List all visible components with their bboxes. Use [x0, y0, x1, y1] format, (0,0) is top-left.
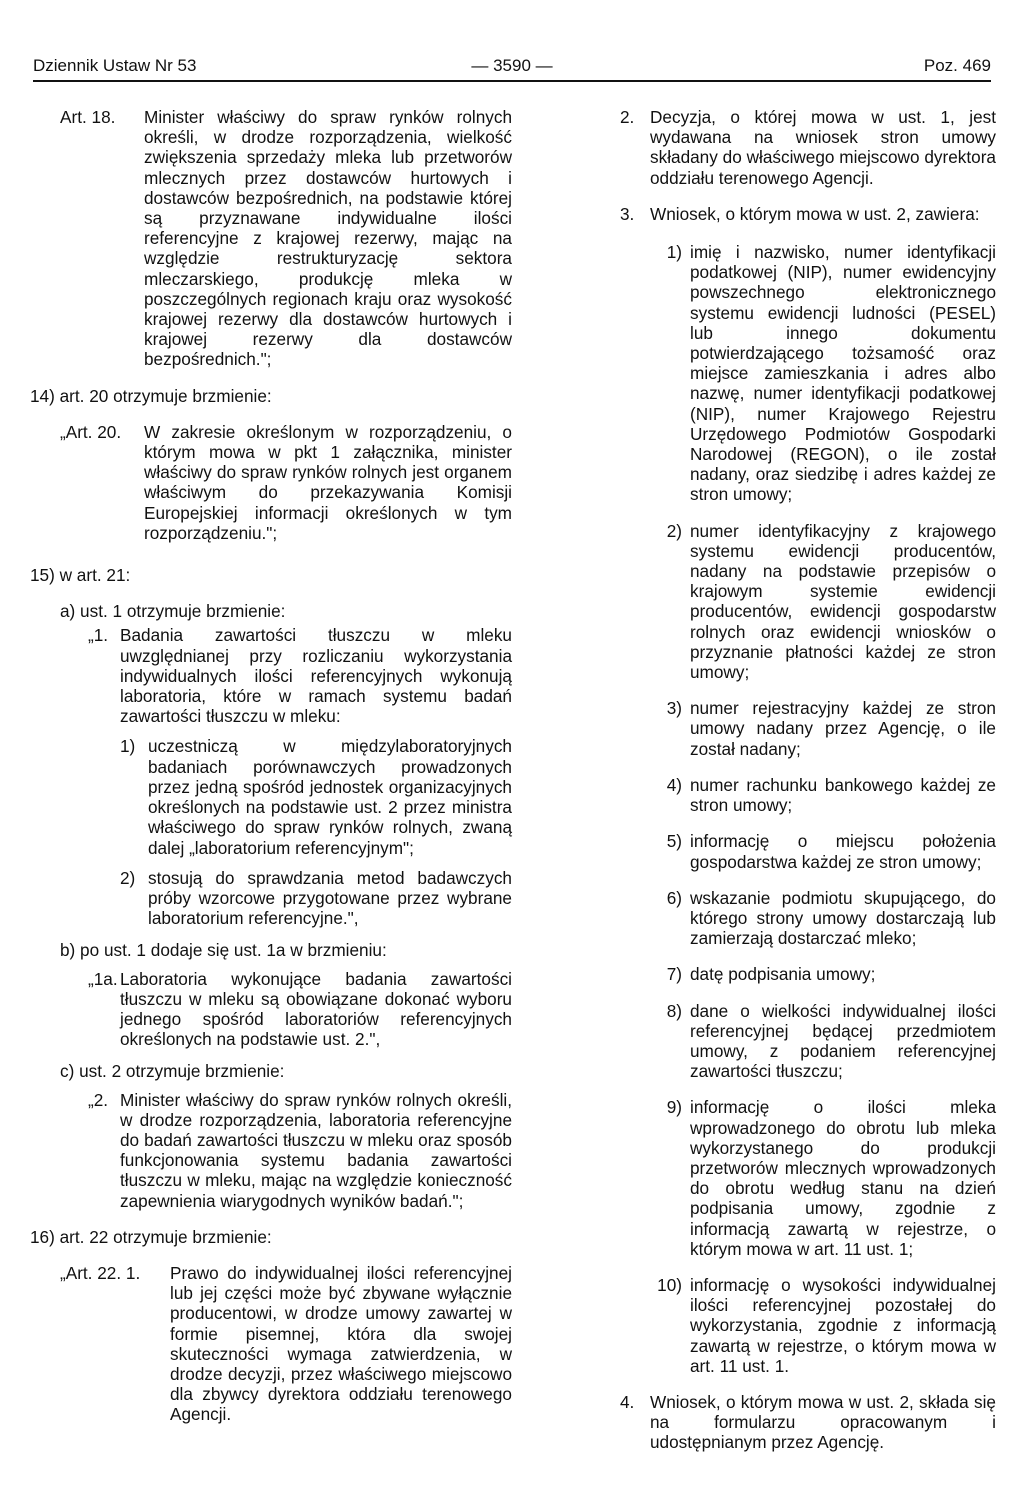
article-20 [60, 422, 512, 543]
article-label: Art. 18. [60, 107, 116, 127]
ust-2 [88, 1090, 512, 1211]
item-label: 3) [666, 698, 682, 719]
item-label: 6) [666, 887, 682, 908]
page-header [33, 56, 991, 80]
item-text: informację o ilości mleka wprowadzonego do obrotu lub mleka wykorzystanego do produkcji przetworów mlecznych wprowadzonych do obrotu według stanu na dzień podpisania umowy, zgodnie z informacją zawartą w rejestrze, o którym mowa w art. 11 ust. 1; [690, 1097, 996, 1259]
ust-2-right [620, 107, 996, 188]
list-item [630, 521, 996, 683]
item-label: 10) [657, 1274, 682, 1295]
journal-title: Dziennik Ustaw Nr 53 [33, 56, 197, 75]
point-label: 2) [120, 867, 136, 888]
page-number: — 3590 — [471, 56, 553, 75]
item-label: 4) [666, 774, 682, 795]
position-number: Poz. 469 [923, 56, 991, 75]
ust-text: Laboratoria wykonujące badania zawartości tłuszczu w mleku są obowiązane dokonać wyboru jednego spośród laboratoriów referencyjnych określonych na podstawie ust. 2.", [120, 968, 512, 1050]
article-22 [60, 1263, 512, 1425]
item-text: numer rejestracyjny każdej ze stron umowy nadany przez Agencję, o ile został nadany; [690, 698, 996, 759]
list-item [630, 1097, 996, 1259]
point-14: 14) art. 20 otrzymuje brzmienie: [30, 385, 272, 406]
item-text: numer identyfikacyjny z krajowego systemu ewidencji producentów, nadany na podstawie przepisów o krajowym systemie ewidencji producentów, ewidencji gospodarstw rolnych oraz ewidencji wniosków o przyznanie płatności każdej ze stron umowy; [690, 520, 996, 683]
item-text: informację o miejscu położenia gospodarstwa każdej ze stron umowy; [690, 831, 996, 872]
item-label: 1) [666, 242, 682, 263]
ust-label: 4. [620, 1391, 635, 1412]
header-rule [33, 80, 991, 82]
list-item [630, 242, 996, 505]
ust-text: Wniosek, o którym mowa w ust. 2, składa się na formularzu opracowanym i udostępnianym przez Agencję. [650, 1391, 996, 1453]
ust-label: „2. [88, 1089, 109, 1110]
item-text: informację o wysokości indywidualnej ilości referencyjnej pozostałej do wykorzystania, zgodnie z informacją zawartą w rejestrze, o którym mowa w art. 11 ust. 1. [690, 1274, 996, 1376]
item-text: imię i nazwisko, numer identyfikacji podatkowej (NIP), numer ewidencyjny powszechnego elektronicznego systemu ewidencji ludności (PESEL) lub innego dokumentu potwierdzającego tożsamość oraz miejsce zamieszkania i adres albo nazwę, numer identyfikacji podatkowej (NIP), numer Krajowego Rejestru Urzędowego Podmiotów Gospodarki Narodowej (REGON), o ile został nadany, oraz siedzibę i adres każdej ze stron umowy; [690, 242, 996, 505]
right-column [620, 107, 996, 1469]
ust-label: „1a. [88, 968, 118, 989]
list-item [630, 1001, 996, 1082]
item-label: 5) [666, 831, 682, 852]
article-label: „Art. 20. [60, 421, 122, 442]
ust-text: Badania zawartości tłuszczu w mleku uwzględnianej przy rozliczaniu wykorzystania indywidualnych ilości referencyjnych wykonują laboratoria, które w ramach systemu badań zawartości tłuszczu w mleku: [120, 625, 512, 727]
article-label: „Art. 22. 1. [60, 1262, 141, 1283]
list-item [630, 831, 996, 871]
ust-text: Decyzja, o której mowa w ust. 1, jest wydawana na wniosek stron umowy składany do właściwego miejscowo dyrektora oddziału terenowego Agencji. [650, 107, 996, 188]
item-text: numer rachunku bankowego każdej ze stron umowy; [690, 774, 996, 816]
list-item [630, 698, 996, 759]
item-text: dane o wielkości indywidualnej ilości referencyjnej będącej przedmiotem umowy, z podaniem referencyjnej zawartości tłuszczu; [690, 1000, 996, 1082]
ust-1a [88, 969, 512, 1050]
item-label: 7) [666, 964, 682, 985]
item-label: 9) [666, 1097, 682, 1118]
ust-3-right [620, 204, 996, 224]
list-item [630, 964, 996, 984]
ust-label: 3. [620, 203, 635, 224]
point-label: 1) [120, 736, 136, 757]
point-text: uczestniczą w międzylaboratoryjnych badaniach porównawczych prowadzonych przez jedną spośród jednostek organizacyjnych określonych na podstawie ust. 2 przez ministra właściwego do spraw rynków rolnych, zwaną dalej „laboratorium referencyjnym"; [148, 736, 512, 858]
item-text: wskazanie podmiotu skupującego, do którego strony umowy dostarczają lub zamierzają dostarczać mleko; [690, 887, 996, 949]
article-18 [60, 107, 512, 370]
list-item [630, 888, 996, 949]
article-text: Prawo do indywidualnej ilości referencyjnej lub jej części może być zbywane wyłącznie producentowi, w drodze umowy zawartej w formie pisemnej, która dla swojej skuteczności wymaga zatwierdzenia, w drodze decyzji, przez właściwego miejscowo dla zbywcy dyrektora oddziału terenowego Agencji. [170, 1262, 512, 1425]
left-column [30, 107, 512, 1441]
ust-label: „1. [88, 625, 109, 646]
point-16: 16) art. 22 otrzymuje brzmienie: [30, 1226, 272, 1247]
article-text: W zakresie określonym w rozporządzeniu, o którym mowa w pkt 1 załącznika, minister właściwy do spraw rynków rolnych jest organem właściwym do przekazywania Komisji Europejskiej informacji określonych w tym rozporządzeniu."; [144, 421, 512, 543]
letter-a: a) ust. 1 otrzymuje brzmienie: [60, 601, 286, 622]
ust-text: Minister właściwy do spraw rynków rolnych określi, w drodze rozporządzenia, laboratoria referencyjne do badań zawartości tłuszczu w mleku oraz sposób funkcjonowania systemu badania zawartości tłuszczu w mleku, mając na względzie konieczność zapewnienia wiarygodnych wyników badań."; [120, 1089, 512, 1211]
list-item [630, 1275, 996, 1376]
item-label: 8) [666, 1000, 682, 1021]
ust-1-point-1 [120, 736, 512, 857]
ust-label: 2. [620, 107, 635, 127]
list-item [630, 775, 996, 815]
letter-c: c) ust. 2 otrzymuje brzmienie: [60, 1061, 285, 1082]
ust-1 [88, 625, 512, 726]
ust-4-right [620, 1392, 996, 1453]
item-label: 2) [666, 520, 682, 541]
point-text: stosują do sprawdzania metod badawczych próby wzorcowe przygotowane przez wybrane laboratorium referencyjne.", [148, 867, 512, 929]
item-text: datę podpisania umowy; [690, 964, 876, 985]
article-text: Minister właściwy do spraw rynków rolnych określi, w drodze rozporządzenia, wielkość zwiększenia sprzedaży mleka lub przetworów mlecznych przez dostawców hurtowych i dostawców bezpośrednich, na podstawie której są przyznawane indywidualne ilości referencyjne z krajowej rezerwy, mając na względzie restrukturyzację sektora mleczarskiego, produkcję mleka w poszczególnych regionach kraju oraz wysokość krajowej rezerwy dla dostawców hurtowych i krajowej rezerwy dla dostawców bezpośrednich."; [144, 107, 512, 370]
requirements-list [620, 242, 996, 1376]
ust-text: Wniosek, o którym mowa w ust. 2, zawiera: [650, 203, 980, 224]
letter-b: b) po ust. 1 dodaje się ust. 1a w brzmieniu: [60, 940, 387, 961]
ust-1-point-2 [120, 868, 512, 929]
point-15: 15) w art. 21: [30, 565, 131, 586]
